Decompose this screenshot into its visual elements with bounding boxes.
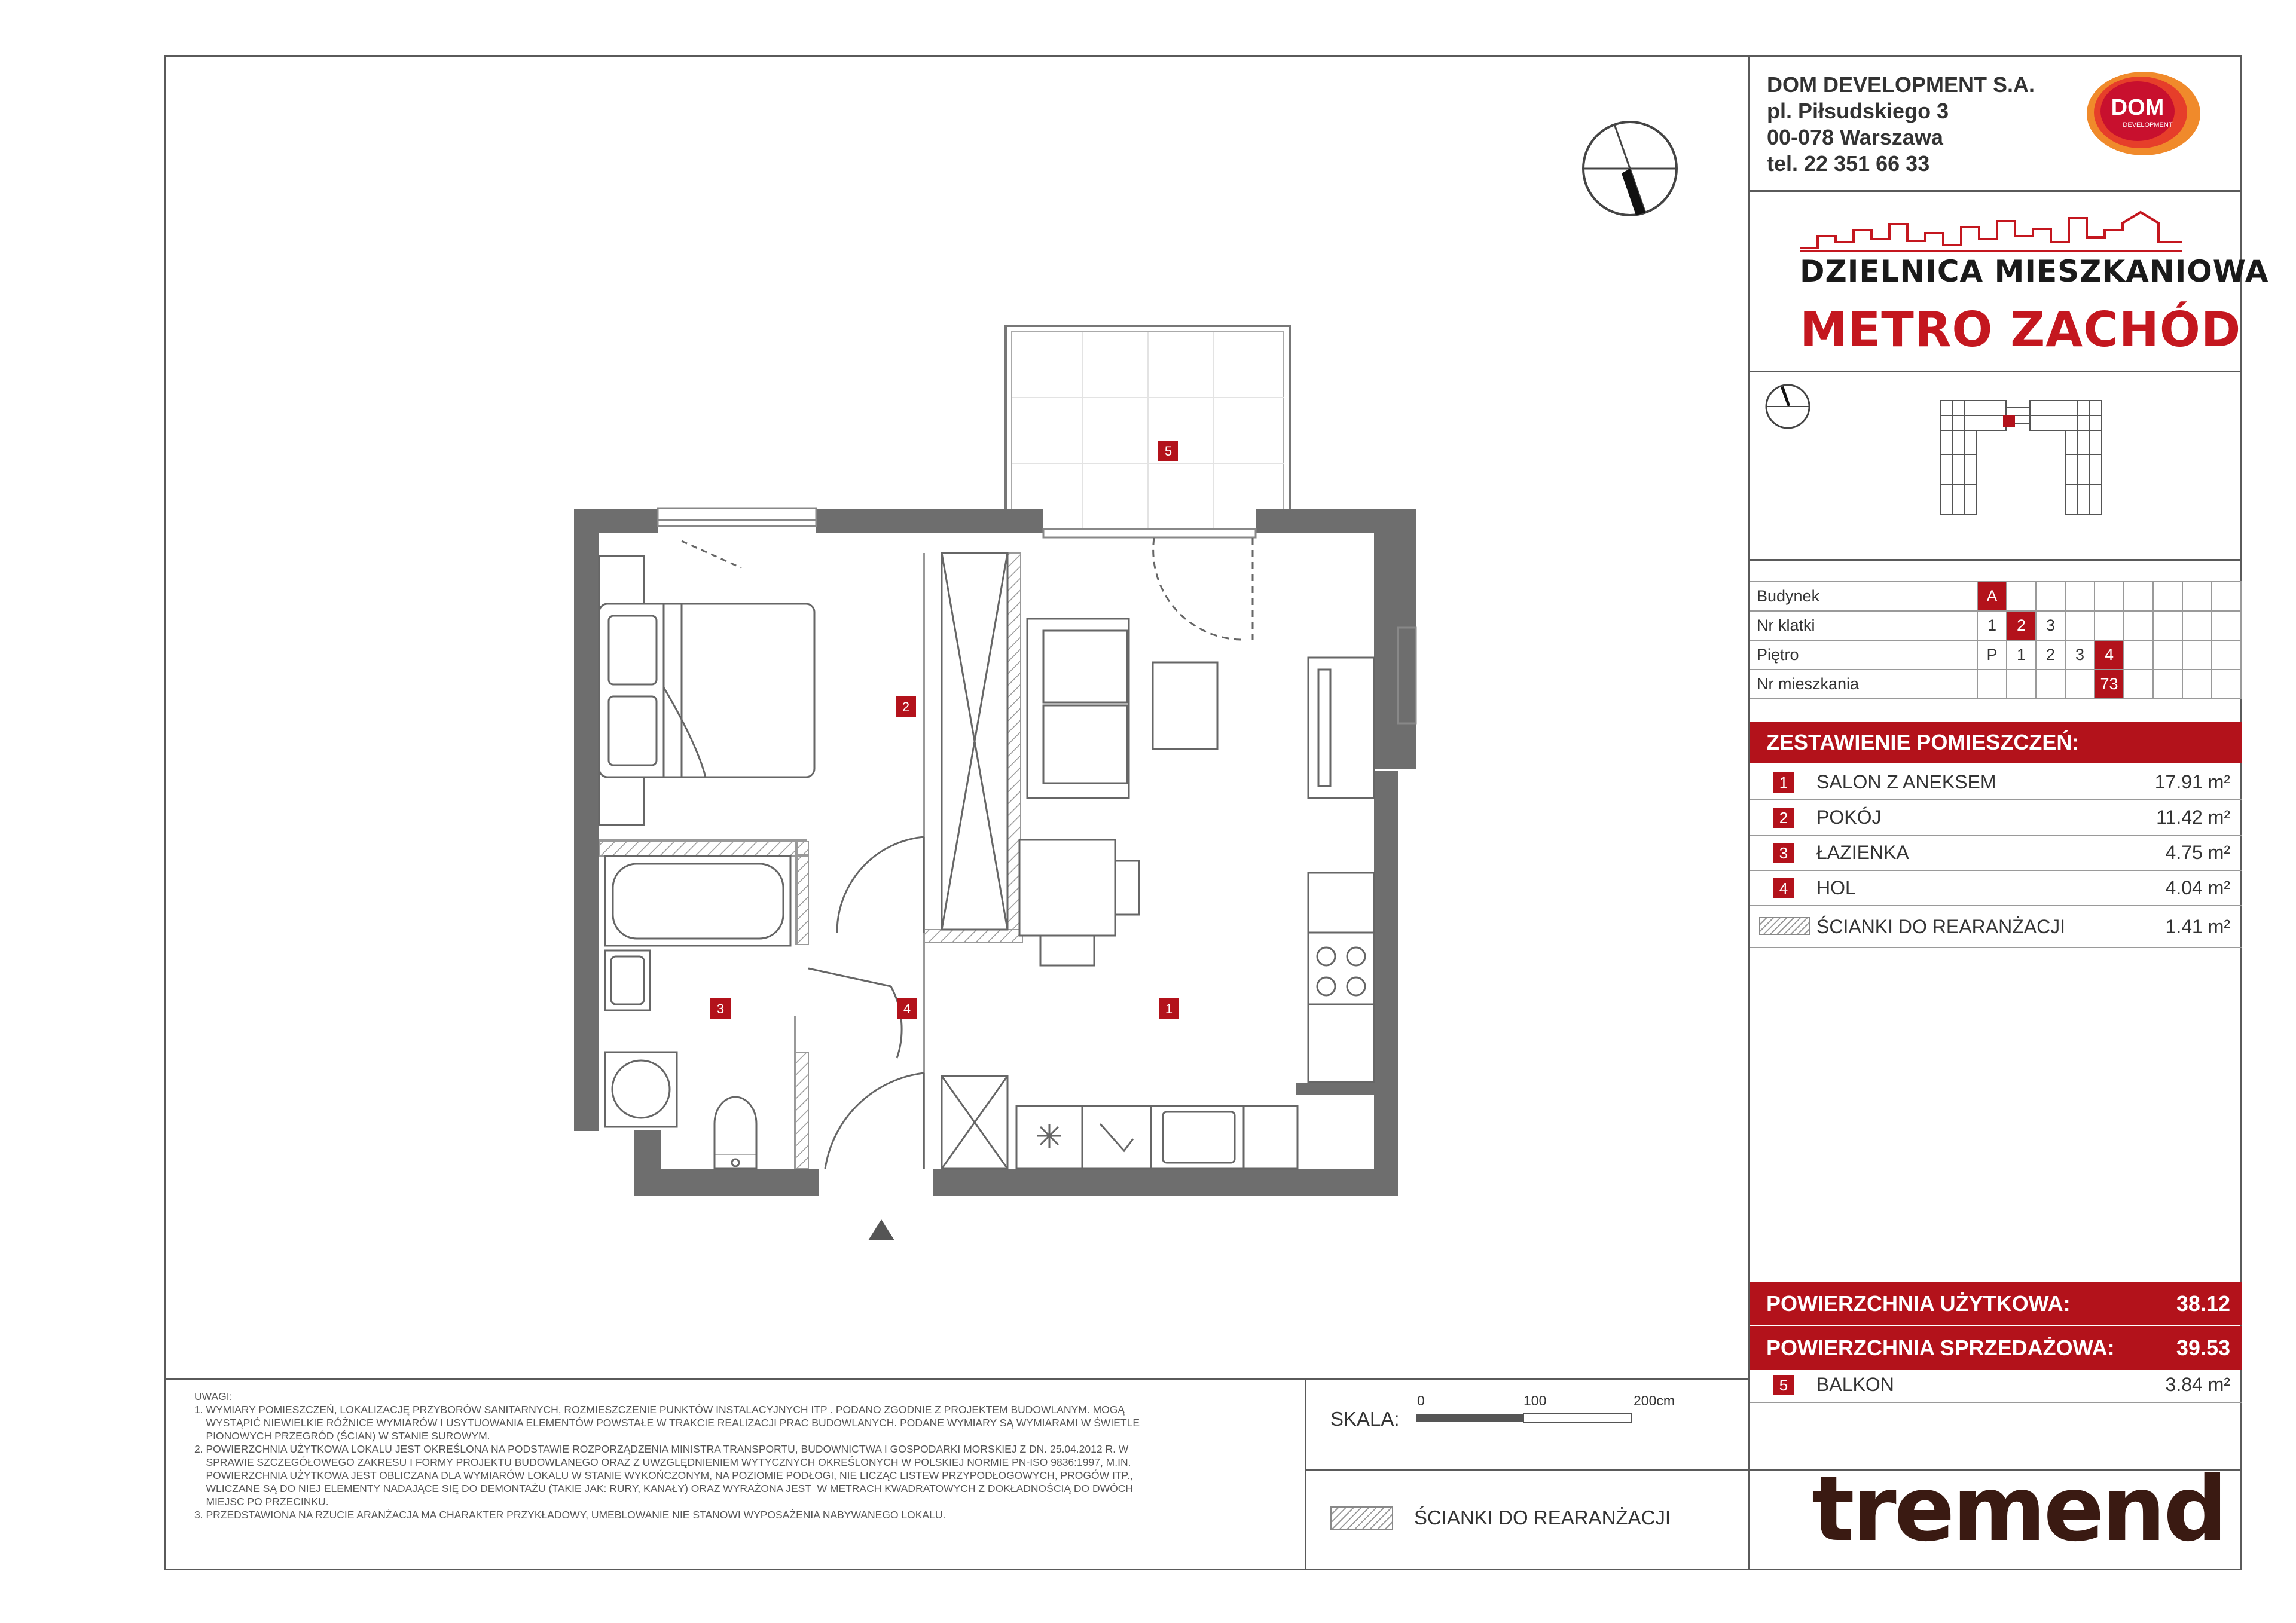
scale-mark: 0 [1417,1393,1425,1408]
balcony [1006,326,1290,529]
sofa [1027,619,1217,798]
row-staircase: Nr klatki 1 2 3 [1750,611,2241,640]
room-row: 4 HOL 4.04 m² [1750,871,2242,906]
project-name-line1: DZIELNICA MIESZKANIOWA [1800,254,2269,289]
bathtub [605,856,790,946]
title-block-rule [1748,559,2242,561]
plan-label-2: 2 [902,699,910,714]
plan-label-4: 4 [903,1001,911,1016]
tremend-logo: tremend [1812,1457,2225,1561]
plan-label-1: 1 [1165,1001,1173,1016]
dom-development-logo [2081,66,2206,161]
rearrangement-legend-swatch [1330,1506,1393,1530]
row-floor: Piętro P 1 2 3 4 [1750,640,2241,670]
key-plan [1934,395,2114,520]
svg-text:DOM: DOM [2111,95,2164,120]
project-name-line2: METRO ZACHÓD [1800,302,2242,357]
rearrangement-wall [599,842,808,856]
room-row: 2 POKÓJ 11.42 m² [1750,800,2242,836]
company-street: pl. Piłsudskiego 3 [1767,99,1949,123]
toilet [715,1097,756,1169]
company-phone: tel. 22 351 66 33 [1767,151,1930,176]
title-block-rule [1748,190,2242,192]
row-apartment: Nr mieszkania 73 [1750,670,2241,699]
compass-icon [1583,122,1677,215]
bed [599,556,814,825]
note-item: 1. WYMIARY POMIESZCZEŃ, LOKALIZACJĘ PRZYBORÓW SANITARNYCH, ROZMIESZCZENIE PUNKTÓW INSTALACYJNYCH ITP . PODANO ZGODNIE Z PROJEKTEM BUDOWLANYM. MOGĄ WYSTĄPIĆ NIEWIELKIE RÓŻNICE WYMIARÓW I USYTUOWANIA ELEMENTÓW POWSTAŁE W TRAKCIE REALIZACJI PRAC BUDOWLANYCH. PODANE WYMIARY SĄ WYMIARAMI W ŚWIETLE PIONOWYCH PRZEGRÓD (ŚCIAN) W STANIE SUROWYM. [194,1404,1140,1442]
room-row: 3 ŁAZIENKA 4.75 m² [1750,836,2242,871]
mini-compass-icon [1764,383,1812,430]
rooms-heading: ZESTAWIENIE POMIESZCZEŃ: [1750,722,2242,763]
row-building: Budynek A [1750,582,2241,611]
rearrangement-wall [795,1052,808,1169]
scale-bar [1416,1411,1640,1426]
scale-label: SKALA: [1330,1408,1400,1430]
notes-heading: UWAGI: [194,1390,233,1402]
washing-machine [605,1052,677,1127]
footer-rule [1305,1469,1750,1471]
rearrangement-wall [795,855,808,945]
footer-rule [164,1378,1750,1380]
notes [194,1390,1289,1521]
key-plan-highlight [2003,415,2015,427]
usable-area-total: POWIERZCHNIA UŻYTKOWA: 38.12 [1750,1282,2242,1325]
rearrangement-row: ŚCIANKI DO REARANŻACJI 1.41 m² [1750,906,2242,948]
balcony-row: 5 BALKON 3.84 m² [1750,1368,2242,1403]
scale-mark: 200cm [1634,1393,1675,1408]
footer-divider [1305,1378,1306,1570]
hatch-swatch [1759,917,1810,935]
company-address [1767,72,2035,177]
dining-table [1019,840,1139,965]
plan-label-5: 5 [1164,444,1173,459]
rooms-list [1750,765,2242,948]
note-item: 3. PRZEDSTAWIONA NA RZUCIE ARANŻACJA MA CHARAKTER PRZYKŁADOWY, UMEBLOWANIE NIE STANOWI WYPOSAŻENIA NABYWANEGO LOKALU. [194,1509,946,1521]
scale-mark: 100 [1523,1393,1547,1408]
skyline-icon [1800,206,2182,254]
sale-area-total: POWIERZCHNIA SPRZEDAŻOWA: 39.53 [1750,1326,2242,1370]
company-name: DOM DEVELOPMENT S.A. [1767,72,2035,97]
apartment-info-table [1750,581,2242,699]
bathroom-sink [605,950,650,1010]
title-block-rule [1748,371,2242,372]
rearrangement-legend-label: ŚCIANKI DO REARANŻACJI [1414,1506,1671,1529]
entrance-arrow-icon [868,1219,894,1240]
rearrangement-wall [924,930,1022,943]
wardrobe [942,553,1007,1169]
company-city: 00-078 Warszawa [1767,125,1943,149]
plan-label-3: 3 [716,1001,725,1016]
note-item: 2. POWIERZCHNIA UŻYTKOWA LOKALU JEST OKREŚLONA NA PODSTAWIE ROZPORZĄDZENIA MINISTRA TRANSPORTU, BUDOWNICTWA I GOSPODARKI MORSKIEJ Z DN. 25.04.2012 R. W SPRAWIE SZCZEGÓŁOWEGO ZAKRESU I FORMY PROJEKTU BUDOWLANEGO ORAZ Z UWZGLĘDNIENIEM WYTYCZNYCH OKREŚLONYCH W POLSKIEJ NORMIE PN-ISO 9836:1997, M.IN. POWIERZCHNIA UŻYTKOWA JEST OBLICZANA DLA WYMIARÓW LOKALU W STANIE WYKOŃCZONYM, NA POZIOMIE PODŁOGI, NIE LICZĄC LISTEW PRZYPODŁOGOWYCH, PROGÓW ITP., WLICZANE SĄ DO NIEJ ELEMENTY NADAJĄCE SIĘ DO DEMONTAŻU (TAKIE JAK: RURY, KANAŁY) ORAZ WYRAŻONA JEST W METRACH KWADRATOWYCH Z DOKŁADNOŚCIĄ DO DWÓCH MIEJSC PO PRZECINKU. [194,1443,1134,1508]
svg-text:DEVELOPMENT: DEVELOPMENT [2123,121,2173,129]
room-row: 1 SALON Z ANEKSEM 17.91 m² [1750,765,2242,800]
